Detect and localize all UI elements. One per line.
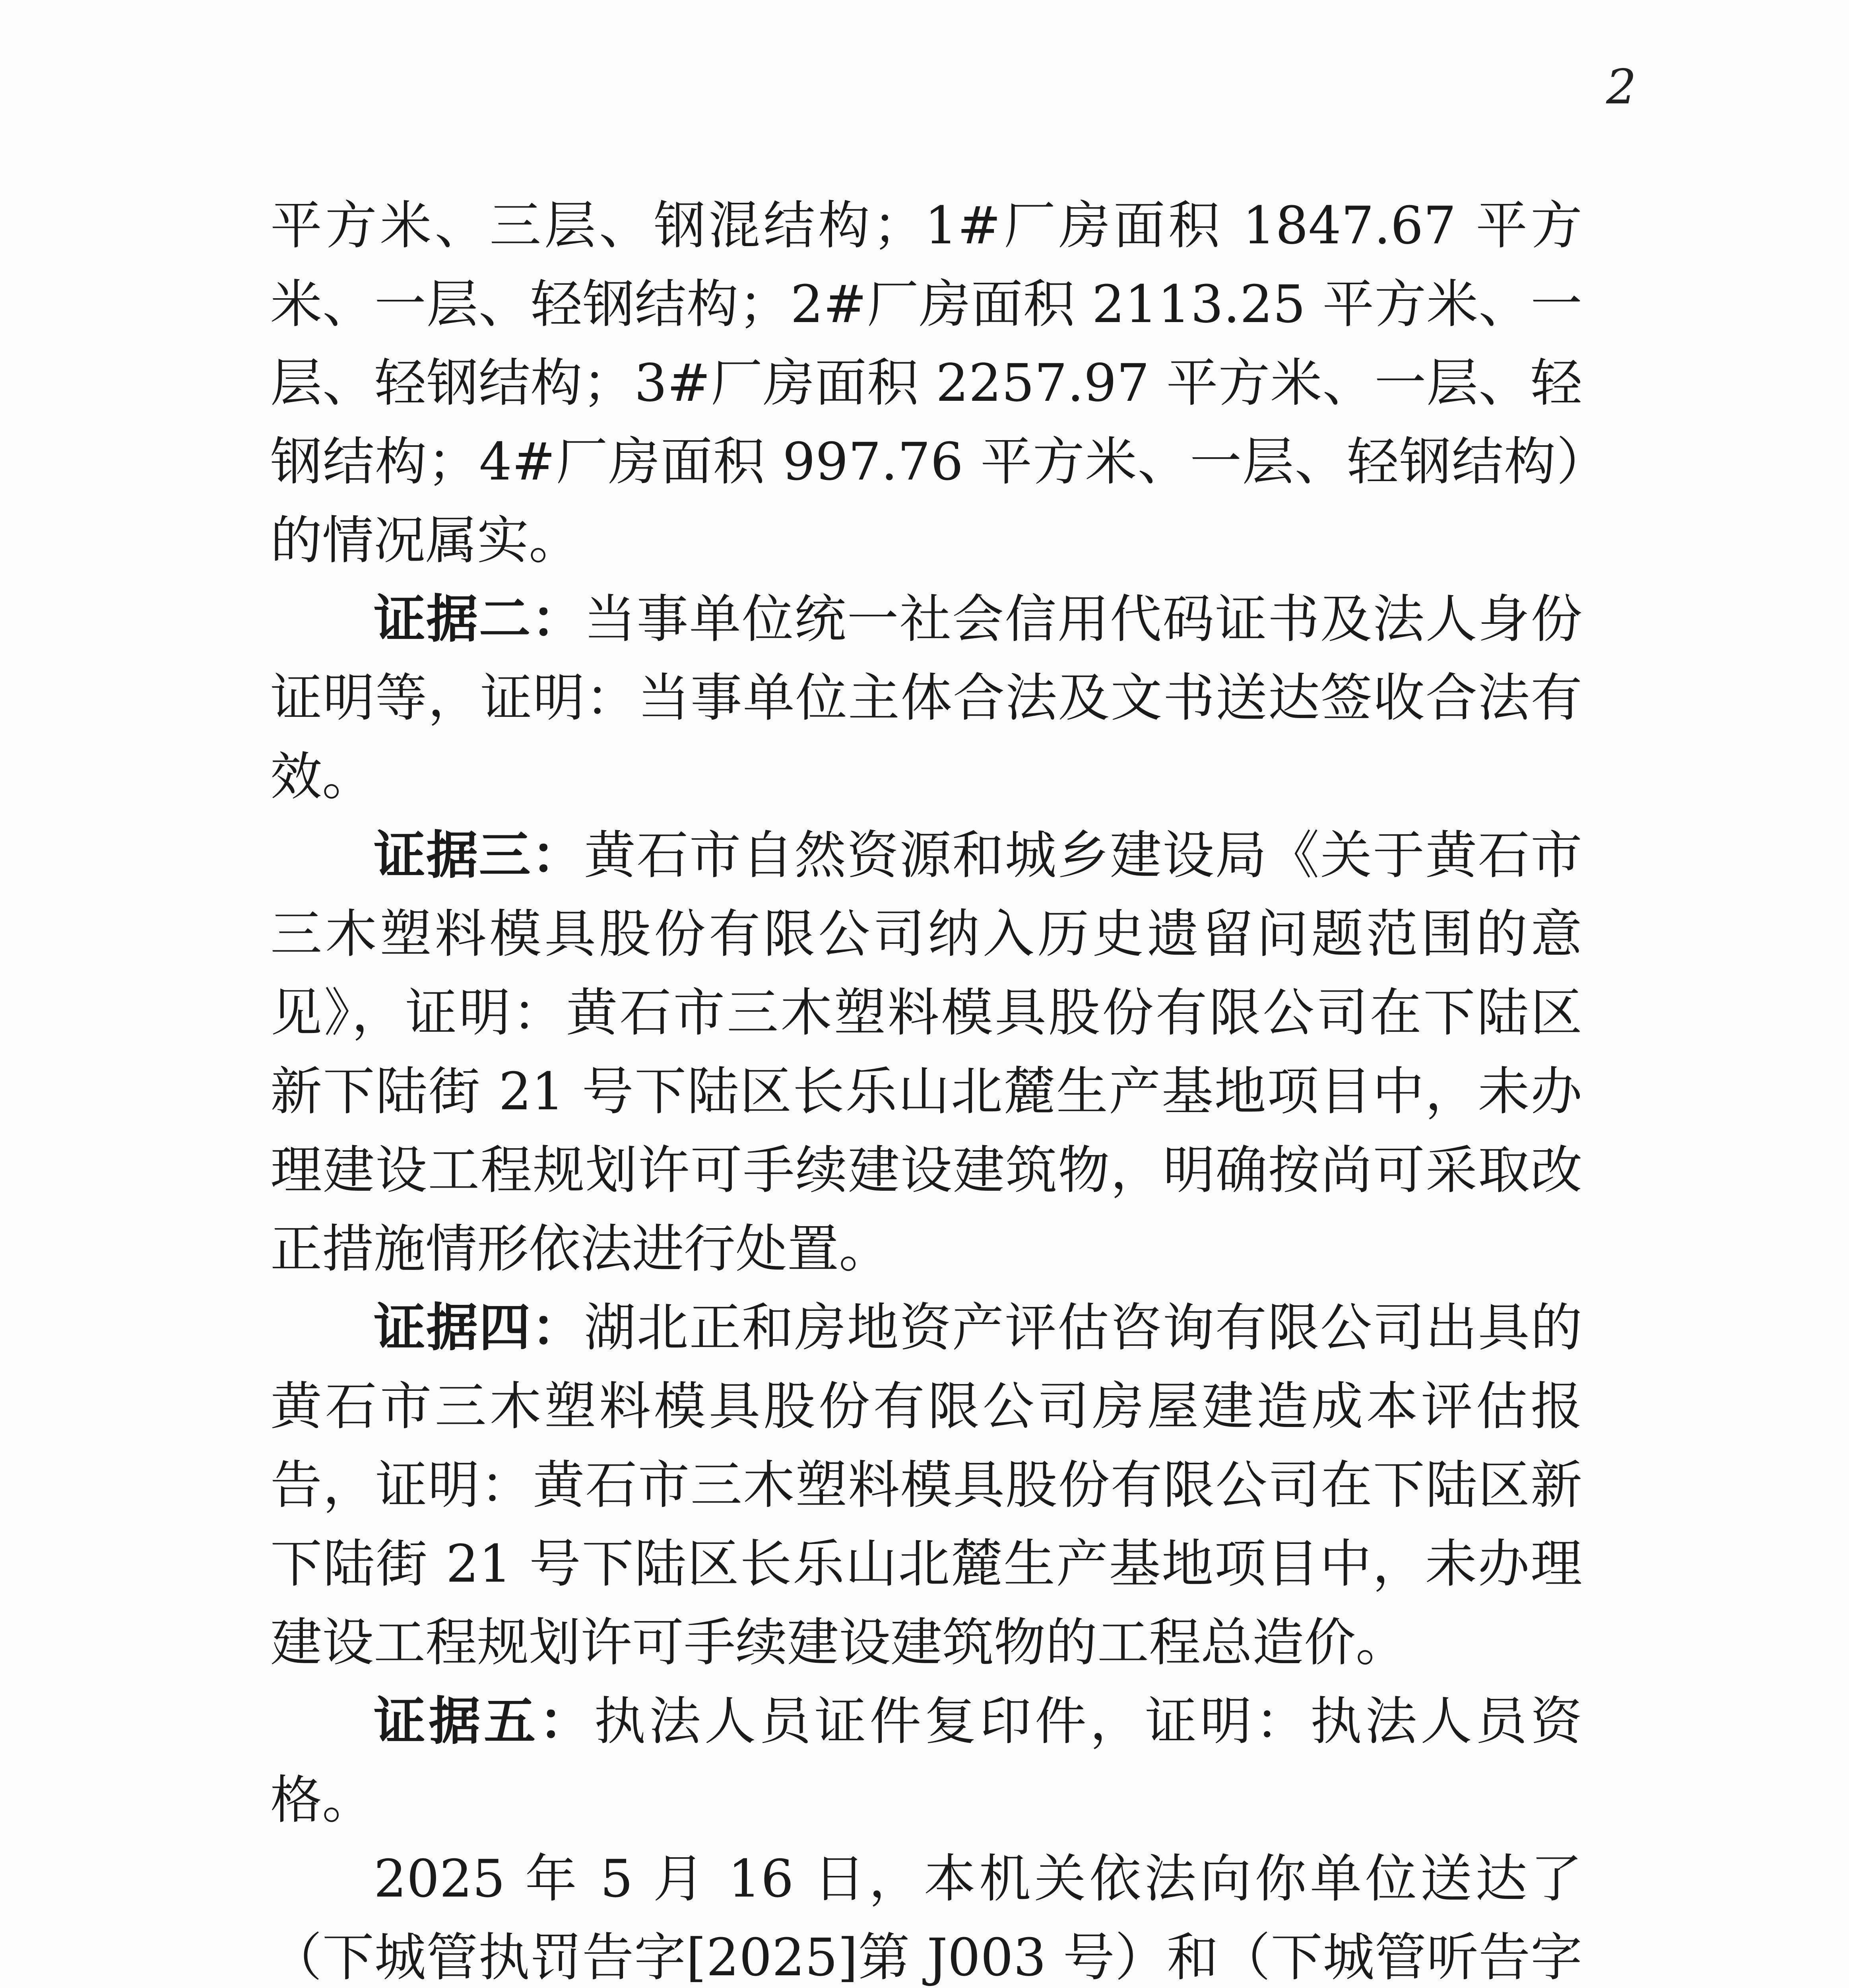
evidence-5-text: 执法人员证件复印件，证明：执法人员资格。 xyxy=(270,1691,1582,1830)
document-body xyxy=(270,186,1582,1988)
evidence-4-text: 湖北正和房地资产评估咨询有限公司出具的黄石市三木塑料模具股份有限公司房屋建造成本评估报告，证明：黄石市三木塑料模具股份有限公司在下陆区新下陆街 21 号下陆区长乐山北麓生产基地项目中，未办理建设工程规划许可手续建设建筑物的工程总造价。 xyxy=(270,1297,1582,1673)
paragraph-evidence-5 xyxy=(270,1682,1582,1839)
page-number: 2 xyxy=(1606,60,1637,115)
evidence-3-label: 证据三： xyxy=(374,825,584,885)
paragraph-evidence-3 xyxy=(270,816,1582,1288)
evidence-2-label: 证据二： xyxy=(374,589,584,649)
paragraph-building-details: 平方米、三层、钢混结构；1#厂房面积 1847.67 平方米、一层、轻钢结构；2#厂房面积 2113.25 平方米、一层、轻钢结构；3#厂房面积 2257.97 平方米、一层、轻钢结构；4#厂房面积 997.76 平方米、一层、轻钢结构）的情况属实。 xyxy=(270,195,1582,571)
evidence-2-text: 当事单位统一社会信用代码证书及法人身份证明等，证明：当事单位主体合法及文书送达签收合法有效。 xyxy=(270,589,1582,807)
paragraph-evidence-2 xyxy=(270,580,1582,816)
paragraph-evidence-4 xyxy=(270,1288,1582,1682)
evidence-3-text: 黄石市自然资源和城乡建设局《关于黄石市三木塑料模具股份有限公司纳入历史遗留问题范围的意见》，证明：黄石市三木塑料模具股份有限公司在下陆区新下陆街 21 号下陆区长乐山北麓生产基地项目中，未办理建设工程规划许可手续建设建筑物，明确按尚可采取改正措施情形依法进行处置。 xyxy=(270,825,1582,1279)
evidence-4-label: 证据四： xyxy=(374,1297,584,1358)
evidence-5-label: 证据五： xyxy=(374,1691,594,1751)
paragraph-notification: 2025 年 5 月 16 日，本机关依法向你单位送达了（下城管执罚告字[2025]第 J003 号）和（下城管听告字 xyxy=(270,1848,1582,1988)
